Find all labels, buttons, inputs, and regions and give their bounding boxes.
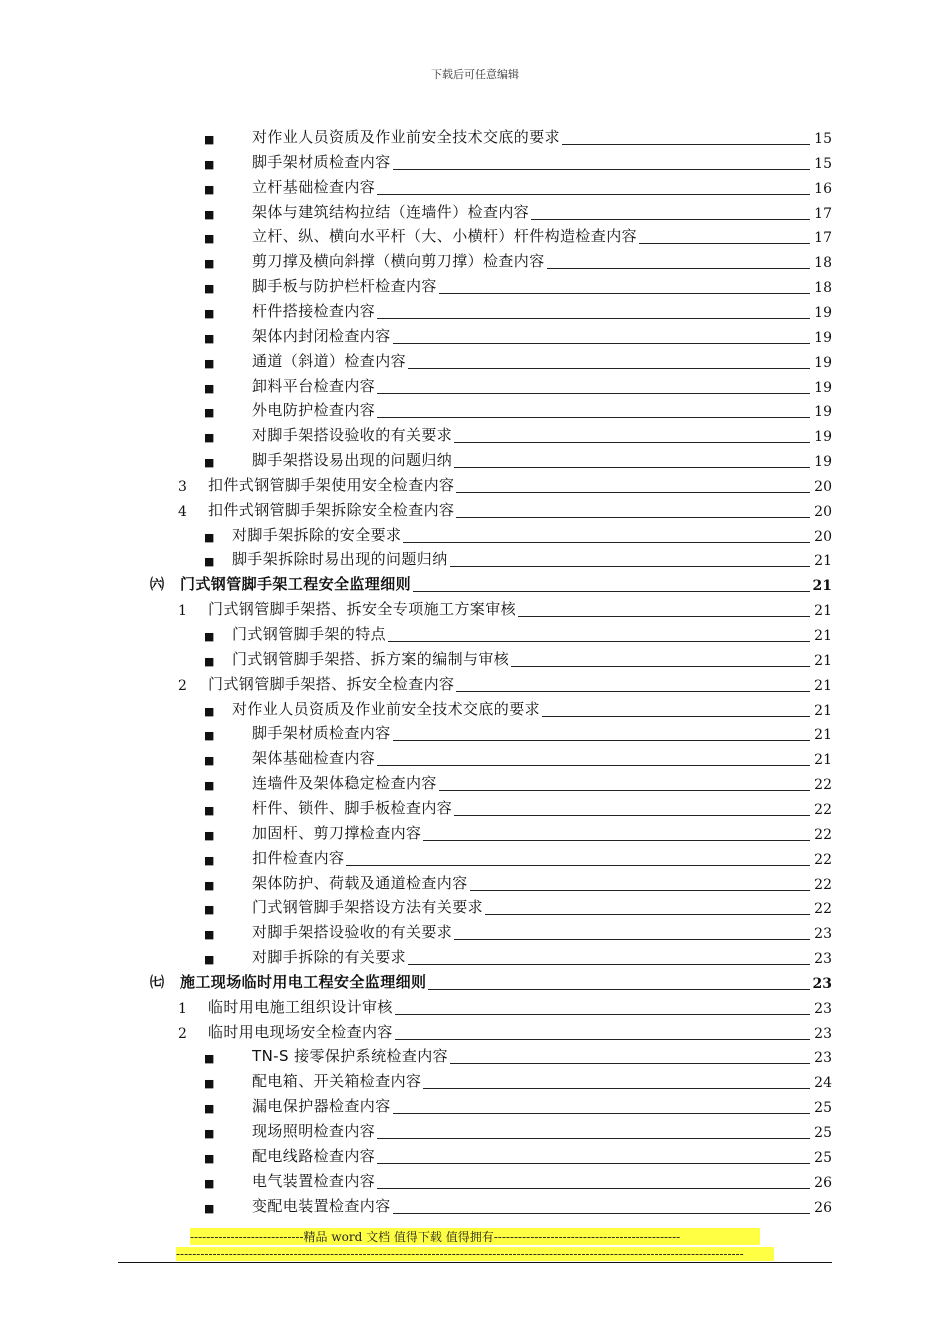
toc-entry-label: 对脚手架搭设验收的有关要求	[252, 426, 453, 445]
toc-leader-line	[377, 1162, 810, 1164]
toc-leader-line	[393, 739, 810, 741]
toc-page-number: 22	[814, 876, 832, 893]
toc-leader-line	[456, 491, 810, 493]
toc-entry-label: 门式钢管脚手架搭、拆方案的编制与审核	[232, 649, 510, 668]
toc-page-number: 21	[814, 652, 832, 669]
toc-entry[interactable]	[0, 621, 950, 646]
toc-page-number: 21	[814, 677, 832, 694]
toc-entry-label: 门式钢管脚手架搭设方法有关要求	[252, 898, 484, 917]
toc-leader-line	[393, 342, 810, 344]
toc-entry-number: 1	[178, 603, 187, 620]
toc-entry[interactable]	[0, 124, 950, 149]
toc-entry-label: 对脚手架拆除的安全要求	[232, 525, 402, 544]
toc-entry[interactable]	[0, 323, 950, 348]
toc-page-number: 22	[814, 801, 832, 818]
toc-leader-line	[395, 1038, 810, 1040]
bullet-icon: ■	[204, 1201, 215, 1215]
toc-leader-line	[393, 1212, 810, 1214]
toc-leader-line	[377, 416, 810, 418]
toc-entry-label: 现场照明检查内容	[252, 1122, 376, 1140]
footer-banner-line2: --------------------------------------------------------------------------------------------------------------------------------------------	[176, 1247, 774, 1261]
toc-page-number: 20	[814, 478, 832, 495]
toc-leader-line	[542, 715, 810, 717]
toc-leader-line	[377, 193, 810, 195]
toc-leader-line	[454, 466, 810, 468]
toc-page-number: 19	[814, 329, 832, 346]
toc-page-number: 21	[814, 603, 832, 620]
toc-page-number: 21	[814, 727, 832, 744]
toc-entry[interactable]	[0, 447, 950, 472]
toc-entry-label: 施工现场临时用电工程安全监理细则	[180, 972, 427, 991]
toc-entry-label: 杆件搭接检查内容	[252, 301, 376, 320]
toc-entry-label: 配电箱、开关箱检查内容	[252, 1072, 422, 1091]
toc-entry[interactable]	[0, 646, 950, 671]
toc-leader-line	[393, 1112, 810, 1114]
bullet-icon: ■	[204, 1127, 215, 1140]
bullet-icon: ■	[204, 1176, 215, 1190]
toc-page-number: 15	[814, 131, 832, 147]
toc-leader-line	[377, 392, 810, 394]
toc-page-number: 22	[814, 777, 832, 794]
toc-entry[interactable]	[0, 720, 950, 745]
toc-page-number: 17	[814, 205, 832, 222]
toc-page-number: 21	[814, 702, 832, 719]
toc-entry-label: 连墙件及架体稳定检查内容	[252, 774, 437, 793]
toc-entry[interactable]	[0, 149, 950, 174]
toc-entry-label: 卸料平台检查内容	[252, 376, 376, 395]
toc-page-number: 23	[814, 1025, 832, 1042]
toc-leader-line	[454, 441, 810, 443]
toc-entry[interactable]	[0, 397, 950, 422]
toc-entry-label: 架体内封闭检查内容	[252, 326, 391, 345]
toc-page-number: 23	[814, 1050, 832, 1067]
toc-page-number: 16	[814, 180, 832, 197]
bullet-icon: ■	[204, 630, 215, 643]
bullet-icon: ■	[204, 133, 215, 146]
bullet-icon: ■	[204, 1151, 215, 1165]
toc-page-number: 22	[814, 901, 832, 918]
toc-page-number: 21	[814, 752, 832, 769]
toc-entry[interactable]	[0, 546, 950, 571]
bullet-icon: ■	[204, 654, 215, 668]
toc-page-number: 25	[814, 1125, 832, 1141]
toc-leader-line	[393, 168, 810, 170]
toc-page-number: 22	[814, 851, 832, 868]
bullet-icon: ■	[204, 157, 215, 171]
toc-entry[interactable]	[0, 373, 950, 398]
toc-leader-line	[639, 242, 810, 244]
bullet-icon: ■	[204, 331, 215, 345]
toc-leader-line	[470, 889, 810, 891]
bullet-icon: ■	[204, 207, 215, 221]
toc-entry[interactable]	[0, 671, 950, 696]
bullet-icon: ■	[204, 704, 215, 718]
toc-leader-line	[456, 516, 810, 518]
toc-entry[interactable]	[0, 497, 950, 522]
toc-entry-label: 脚手架拆除时易出现的问题归纳	[232, 550, 448, 569]
toc-page-number: 21	[814, 553, 832, 570]
toc-entry[interactable]	[0, 298, 950, 323]
toc-entry-number: 4	[178, 503, 187, 520]
toc-page-number: 19	[814, 429, 832, 446]
bullet-icon: ■	[204, 779, 215, 793]
bullet-icon: ■	[204, 853, 215, 867]
toc-entry-label: 对脚手架搭设验收的有关要求	[252, 923, 453, 942]
toc-entry[interactable]	[0, 472, 950, 497]
bullet-icon: ■	[204, 754, 215, 768]
toc-entry-label: 外电防护检查内容	[252, 401, 376, 420]
toc-entry-number: 3	[178, 478, 187, 495]
toc-entry-label: 架体防护、荷载及通道检查内容	[252, 873, 468, 892]
toc-entry[interactable]	[0, 223, 950, 248]
bullet-icon: ■	[204, 282, 215, 296]
toc-entry[interactable]	[0, 248, 950, 273]
toc-page-number: 23	[814, 1000, 832, 1017]
toc-entry-label: 临时用电施工组织设计审核	[208, 997, 393, 1016]
toc-entry[interactable]	[0, 596, 950, 621]
toc-leader-line	[346, 864, 810, 866]
bullet-icon: ■	[204, 1077, 215, 1091]
toc-page-number: 26	[814, 1174, 832, 1191]
bullet-icon: ■	[204, 456, 215, 470]
toc-entry-label: 门式钢管脚手架工程安全监理细则	[180, 575, 412, 594]
bullet-icon: ■	[204, 555, 215, 569]
toc-entry-label: 门式钢管脚手架搭、拆安全检查内容	[208, 674, 455, 693]
toc-entry[interactable]	[0, 1019, 950, 1044]
bullet-icon: ■	[204, 381, 215, 395]
toc-entry[interactable]	[0, 770, 950, 795]
toc-section-number: ㈥	[150, 577, 164, 594]
footer-rule	[118, 1262, 832, 1263]
toc-entry[interactable]	[0, 273, 950, 298]
toc-page-number: 23	[814, 926, 832, 943]
toc-leader-line	[428, 988, 810, 990]
toc-leader-line	[408, 367, 810, 369]
toc-entry-label: 扣件式钢管脚手架使用安全检查内容	[208, 475, 455, 494]
toc-entry[interactable]	[0, 820, 950, 845]
toc-entry[interactable]	[0, 919, 950, 944]
toc-page-number: 20	[814, 528, 832, 545]
bullet-icon: ■	[204, 182, 215, 196]
toc-leader-line	[423, 839, 810, 841]
toc-page-number: 18	[814, 255, 832, 272]
toc-page-number: 22	[814, 826, 832, 843]
toc-entry-number: 2	[178, 1025, 187, 1042]
toc-entry[interactable]	[0, 422, 950, 447]
toc-entry-label: 门式钢管脚手架搭、拆安全专项施工方案审核	[208, 600, 517, 619]
toc-leader-line	[413, 590, 810, 592]
toc-entry-label: 对作业人员资质及作业前安全技术交底的要求	[252, 128, 561, 146]
bullet-icon: ■	[204, 306, 215, 320]
toc-page-number: 25	[814, 1100, 832, 1117]
toc-entry-label: 立杆、纵、横向水平杆（大、小横杆）杆件构造检查内容	[252, 227, 638, 246]
toc-entry[interactable]	[0, 1068, 950, 1093]
toc-entry-label: 变配电装置检查内容	[252, 1196, 391, 1215]
toc-entry[interactable]	[0, 348, 950, 373]
toc-entry[interactable]	[0, 845, 950, 870]
toc-section-heading[interactable]	[0, 969, 950, 994]
bullet-icon: ■	[204, 928, 215, 942]
toc-leader-line	[395, 1013, 810, 1015]
toc-leader-line	[388, 640, 810, 642]
toc-entry[interactable]	[0, 894, 950, 919]
toc-entry[interactable]	[0, 944, 950, 969]
toc-leader-line	[377, 1187, 810, 1189]
toc-page-number: 19	[814, 304, 832, 321]
toc-entry[interactable]	[0, 795, 950, 820]
toc-entry-label: 配电线路检查内容	[252, 1146, 376, 1165]
toc-leader-line	[518, 615, 810, 617]
toc-leader-line	[439, 789, 810, 791]
toc-entry-label: 脚手板与防护栏杆检查内容	[252, 277, 437, 296]
header-note: 下载后可任意编辑	[431, 68, 519, 81]
toc-page-number: 21	[814, 628, 832, 644]
toc-leader-line	[450, 565, 810, 567]
toc-entry-number: 1	[178, 1000, 187, 1017]
toc-entry[interactable]	[0, 870, 950, 895]
bullet-icon: ■	[204, 406, 215, 420]
bullet-icon: ■	[204, 431, 215, 445]
toc-leader-line	[485, 913, 810, 915]
toc-entry[interactable]	[0, 1168, 950, 1193]
footer-banner	[176, 1228, 774, 1261]
bullet-icon: ■	[204, 1052, 215, 1066]
toc-page-number: 19	[814, 404, 832, 421]
toc-page-number: 19	[814, 454, 832, 471]
toc-leader-line	[423, 1087, 810, 1089]
toc-leader-line	[547, 267, 810, 269]
toc-section-number: ㈦	[150, 974, 164, 991]
toc-entry-label: 漏电保护器检查内容	[252, 1097, 391, 1116]
toc-entry[interactable]	[0, 745, 950, 770]
bullet-icon: ■	[204, 232, 215, 246]
toc-entry[interactable]	[0, 994, 950, 1019]
bullet-icon: ■	[204, 903, 215, 917]
toc-entry[interactable]	[0, 1043, 950, 1068]
toc-entry-label: 杆件、锁件、脚手板检查内容	[252, 798, 453, 817]
toc-leader-line	[454, 814, 810, 816]
toc-leader-line	[511, 665, 810, 667]
toc-leader-line	[562, 143, 810, 145]
toc-page-number: 26	[814, 1199, 832, 1216]
toc-entry-number: 2	[178, 677, 187, 694]
toc-leader-line	[454, 938, 810, 940]
toc-page-number: 23	[814, 951, 832, 968]
bullet-icon: ■	[204, 953, 215, 967]
toc-entry[interactable]	[0, 1118, 950, 1143]
toc-entry-label: 脚手架材质检查内容	[252, 152, 391, 171]
toc-leader-line	[377, 1137, 810, 1139]
toc-page-number: 15	[814, 155, 832, 172]
toc-entry-label: 架体与建筑结构拉结（连墙件）检查内容	[252, 202, 530, 221]
toc-leader-line	[377, 764, 810, 766]
bullet-icon: ■	[204, 530, 215, 544]
toc-entry[interactable]	[0, 1143, 950, 1168]
bullet-icon: ■	[204, 803, 215, 817]
bullet-icon: ■	[204, 257, 215, 271]
bullet-icon: ■	[204, 1102, 215, 1116]
toc-entry-label: 门式钢管脚手架的特点	[232, 625, 387, 643]
toc-leader-line	[408, 963, 810, 965]
toc-entry[interactable]	[0, 1193, 950, 1218]
toc-page-number: 17	[814, 230, 832, 247]
toc-page-number: 20	[814, 503, 832, 520]
toc-entry-label: 扣件式钢管脚手架拆除安全检查内容	[208, 500, 455, 519]
toc-entry-label: 临时用电现场安全检查内容	[208, 1022, 393, 1041]
toc-entry-label: 脚手架搭设易出现的问题归纳	[252, 451, 453, 470]
toc-page-number: 19	[814, 379, 832, 396]
toc-page-number: 18	[814, 280, 832, 297]
toc-leader-line	[531, 218, 810, 220]
toc-entry-label: 扣件检查内容	[252, 848, 345, 867]
toc-entry-label: 电气装置检查内容	[252, 1171, 376, 1190]
toc-entry[interactable]	[0, 522, 950, 547]
toc-page-number: 19	[814, 354, 832, 371]
toc-entry[interactable]	[0, 199, 950, 224]
toc-entry-label: 对作业人员资质及作业前安全技术交底的要求	[232, 699, 541, 718]
bullet-icon: ■	[204, 729, 215, 743]
toc-entry-label: 加固杆、剪刀撑检查内容	[252, 823, 422, 842]
toc-leader-line	[439, 292, 810, 294]
toc-section-heading[interactable]	[0, 571, 950, 596]
bullet-icon: ■	[204, 878, 215, 892]
toc-entry-label: 对脚手拆除的有关要求	[252, 948, 407, 967]
toc-leader-line	[456, 690, 810, 692]
toc-leader-line	[450, 1062, 810, 1064]
bullet-icon: ■	[204, 356, 215, 370]
toc-entry-label: 通道（斜道）检查内容	[252, 351, 407, 370]
footer-banner-line1: ----------------------------精品 word 文档 值得下载 值得拥有----------------------------------------------	[190, 1228, 760, 1245]
toc-entry-label: 剪刀撑及横向斜撑（横向剪刀撑）检查内容	[252, 252, 545, 271]
toc-entry-label: 架体基础检查内容	[252, 749, 376, 768]
toc-page-number: 25	[814, 1149, 832, 1166]
toc-entry[interactable]	[0, 1093, 950, 1118]
bullet-icon: ■	[204, 828, 215, 842]
toc-leader-line	[403, 541, 810, 543]
toc-entry-label: TN-S 接零保护系统检查内容	[252, 1047, 449, 1066]
toc-entry-label: 脚手架材质检查内容	[252, 724, 391, 743]
toc-entry[interactable]	[0, 696, 950, 721]
toc-entry-label: 立杆基础检查内容	[252, 177, 376, 196]
toc-page-number: 24	[814, 1075, 832, 1092]
toc-leader-line	[377, 317, 810, 319]
toc-page-number: 23	[812, 975, 832, 992]
toc-page-number: 21	[812, 578, 832, 595]
toc-entry[interactable]	[0, 174, 950, 199]
